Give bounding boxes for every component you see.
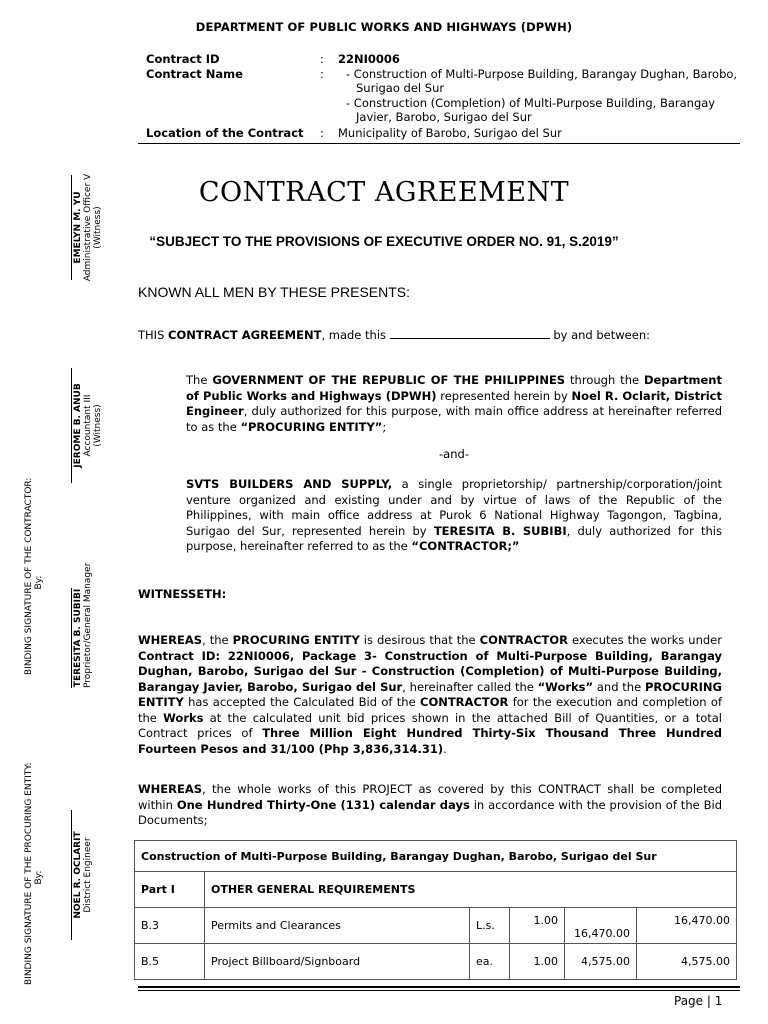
colon: : — [320, 52, 324, 66]
item-unit: ea. — [470, 944, 510, 980]
table-row — [135, 944, 737, 980]
binding-label: BINDING SIGNATURE OF THE PROCURING ENTITY: — [24, 762, 34, 985]
binding-signature-contractor — [24, 477, 44, 675]
location-value: Municipality of Barobo, Surigao del Sur — [338, 126, 562, 140]
item-unit-price: 16,470.00 — [565, 908, 637, 944]
item-no: B.5 — [135, 944, 205, 980]
procuring-entity-paragraph: The GOVERNMENT OF THE REPUBLIC OF THE PHILIPPINES through the Department of Public Works and Highways (DPWH) represented herein by Noel R. Oclarit, District Engineer, duly authorized for this purpose, with main office address at hereinafter referred to as the “PROCURING ENTITY”; — [186, 373, 723, 434]
table-row — [135, 908, 737, 944]
signature-line — [71, 368, 72, 483]
signature-line — [71, 588, 72, 688]
contract-name-line: Javier, Barobo, Surigao del Sur — [356, 110, 532, 124]
colon: : — [320, 67, 324, 81]
part-label: Part I — [135, 872, 205, 908]
witness-name: JEROME B. ANUB — [73, 383, 83, 468]
whereas-paragraph-2: WHEREAS, the whole works of this PROJECT as covered by this CONTRACT shall be completed within One Hundred Thirty-One (131) calendar days in accordance with the provision of the Bid Documents; — [138, 782, 722, 827]
contract-id-value: 22NI0006 — [338, 52, 400, 66]
item-no: B.3 — [135, 908, 205, 944]
item-unit-price: 4,575.00 — [565, 944, 637, 980]
witness-role: (Witness) — [93, 206, 103, 249]
witness-signature-block — [73, 170, 103, 285]
procuring-entity-name: NOEL R. OCLARIT — [73, 831, 83, 919]
bill-of-quantities-table — [134, 840, 737, 980]
table-part-row — [135, 872, 737, 908]
binding-signature-procuring-entity — [24, 762, 44, 985]
footer-rule — [138, 990, 740, 991]
procuring-entity-signature-block — [73, 810, 93, 940]
page-number: Page | 1 — [674, 994, 723, 1008]
document-title: CONTRACT AGREEMENT — [198, 177, 570, 208]
department-heading: DEPARTMENT OF PUBLIC WORKS AND HIGHWAYS (DPWH) — [195, 20, 573, 34]
table-heading: Construction of Multi-Purpose Building, Barangay Dughan, Barobo, Surigao del Sur — [135, 841, 737, 872]
contractor-paragraph: SVTS BUILDERS AND SUPPLY, a single proprietorship/ partnership/corporation/joint venture organized and existing under and by virtue of laws of the Republic of the Philippines, with main office address at Purok 6 National Highway Tagongon, Tagbina, Surigao del Sur, represented herein by TERESITA B. SUBIBI, duly authorized for this purpose, hereinafter referred to as the “CONTRACTOR;” — [186, 477, 722, 553]
contract-name-label: Contract Name — [146, 67, 243, 81]
signature-line — [71, 175, 72, 280]
contractor-name: TERESITA B. SUBIBI — [73, 588, 83, 688]
known-all-men: KNOWN ALL MEN BY THESE PRESENTS: — [138, 284, 411, 300]
binding-label: BINDING SIGNATURE OF THE CONTRACTOR: — [24, 477, 34, 675]
item-unit: L.s. — [470, 908, 510, 944]
by-label: By: — [34, 575, 44, 590]
subject-line: “SUBJECT TO THE PROVISIONS OF EXECUTIVE ORDER NO. 91, S.2019” — [149, 234, 619, 249]
table-heading-row — [135, 841, 737, 872]
item-amount: 16,470.00 — [637, 908, 737, 944]
contractor-title: Proprietor/General Manager — [83, 562, 93, 688]
contract-name-line: Surigao del Sur — [356, 81, 445, 95]
witness-title: Accountant III — [83, 394, 93, 457]
item-amount: 4,575.00 — [637, 944, 737, 980]
item-description: Project Billboard/Signboard — [205, 944, 470, 980]
intro-paragraph: THIS CONTRACT AGREEMENT, made this by and between: — [138, 328, 650, 342]
witness-role: (Witness) — [93, 404, 103, 447]
part-title: OTHER GENERAL REQUIREMENTS — [205, 872, 737, 908]
by-label: By: — [34, 870, 44, 885]
witness-signature-block — [73, 368, 103, 483]
date-blank — [390, 329, 550, 339]
footer-rule — [138, 986, 740, 988]
witness-title: Administrative Officer V — [83, 173, 93, 282]
item-quantity: 1.00 — [510, 944, 565, 980]
and-separator: -and- — [439, 447, 469, 461]
witnesseth-heading: WITNESSETH: — [138, 587, 227, 601]
item-description: Permits and Clearances — [205, 908, 470, 944]
signature-line — [71, 810, 72, 940]
procuring-entity-title: District Engineer — [83, 837, 93, 913]
header-rule — [138, 143, 740, 144]
colon: : — [320, 126, 324, 140]
contract-id-label: Contract ID — [146, 52, 220, 66]
contract-name-line: - Construction of Multi-Purpose Building, Barangay Dughan, Barobo, — [346, 67, 738, 81]
contractor-signature-block — [73, 562, 93, 688]
whereas-paragraph-1: WHEREAS, the PROCURING ENTITY is desirous that the CONTRACTOR executes the works under Contract ID: 22NI0006, Package 3- Construction of Multi-Purpose Building, Barangay Dughan, Barobo, Surigao del Sur - Construction (Completion) of Multi-Purpose Building, Barangay Javier, Barobo, Surigao del Sur, hereinafter called the “Works” and the PROCURING ENTITY has accepted the Calculated Bid of the CONTRACTOR for the execution and completion of the Works at the calculated unit bid prices shown in the attached Bill of Quantities, or a total Contract prices of Three Million Eight Hundred Thirty-Six Thousand Three Hundred Fourteen Pesos and 31/100 (Php 3,836,314.31). — [138, 633, 722, 756]
witness-name: EMELYN M. YU — [73, 191, 83, 264]
item-quantity: 1.00 — [510, 908, 565, 944]
contract-name-line: - Construction (Completion) of Multi-Purpose Building, Barangay — [346, 96, 716, 110]
location-label: Location of the Contract — [146, 126, 304, 140]
